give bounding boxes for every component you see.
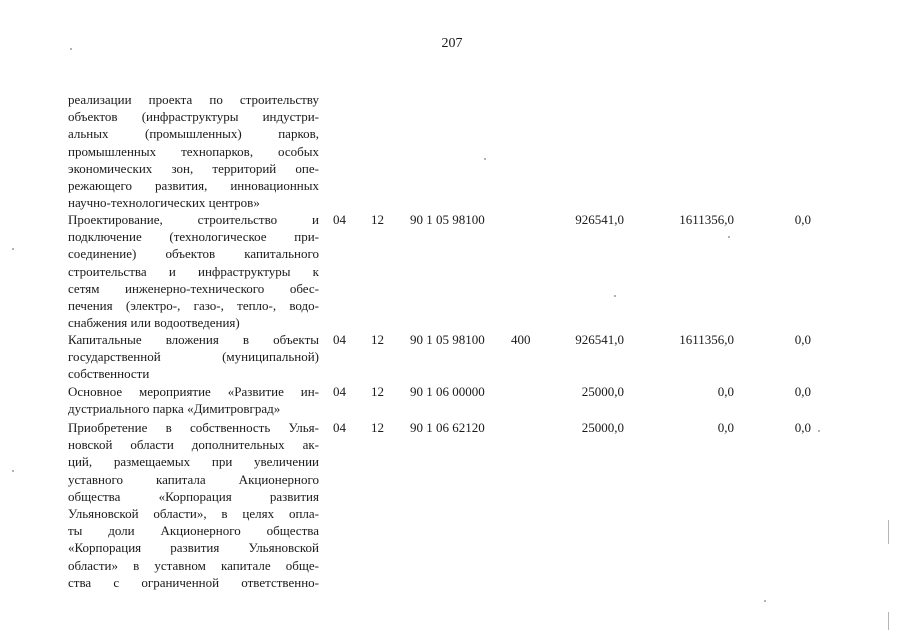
row-description bbox=[68, 331, 319, 383]
description-line: Ульяновской области», в целях опла- bbox=[68, 506, 319, 522]
description-line: дустриального парка «Димитровград» bbox=[68, 401, 281, 417]
amount-year-3: 0,0 bbox=[794, 212, 811, 227]
description-line: уставного капитала Акционерного bbox=[68, 471, 319, 487]
section-code: 04 bbox=[333, 420, 346, 435]
expense-type-code: 400 bbox=[511, 332, 531, 347]
scan-speck bbox=[818, 430, 820, 432]
description-line: научно-технологических центров» bbox=[68, 195, 260, 211]
amount-year-3: 0,0 bbox=[794, 420, 811, 435]
amount-year-2: 1611356,0 bbox=[679, 332, 734, 347]
scan-speck bbox=[12, 470, 14, 472]
description-line: реализации проекта по строительству bbox=[68, 92, 319, 107]
subsection-code: 12 bbox=[371, 332, 384, 347]
description-line: печения (электро-, газо-, тепло-, водо- bbox=[68, 298, 319, 314]
description-line: режающего развития, инновационных bbox=[68, 178, 319, 194]
amount-year-1: 926541,0 bbox=[575, 332, 624, 347]
scan-speck bbox=[484, 158, 486, 160]
scan-speck bbox=[764, 600, 766, 602]
section-code: 04 bbox=[333, 384, 346, 399]
description-line: сетям инженерно-технического обес- bbox=[68, 280, 319, 296]
scan-speck bbox=[70, 48, 72, 50]
target-article-code: 90 1 06 00000 bbox=[410, 384, 485, 399]
description-line: Основное мероприятие «Развитие ин- bbox=[68, 384, 319, 399]
description-line: экономических зон, территорий опе- bbox=[68, 160, 319, 176]
target-article-code: 90 1 05 98100 bbox=[410, 332, 485, 347]
row-description bbox=[68, 91, 319, 211]
description-line: ций, размещаемых при увеличении bbox=[68, 454, 319, 470]
target-article-code: 90 1 05 98100 bbox=[410, 212, 485, 227]
row-description bbox=[68, 419, 319, 591]
amount-year-2: 1611356,0 bbox=[679, 212, 734, 227]
description-line: Приобретение в собственность Улья- bbox=[68, 420, 319, 435]
description-line: снабжения или водоотведения) bbox=[68, 315, 240, 331]
amount-year-1: 25000,0 bbox=[581, 420, 624, 435]
amount-year-1: 25000,0 bbox=[581, 384, 624, 399]
scan-speck bbox=[728, 236, 730, 238]
section-code: 04 bbox=[333, 212, 346, 227]
amount-year-2: 0,0 bbox=[717, 420, 734, 435]
description-line: промышленных технопарков, особых bbox=[68, 143, 319, 159]
amount-year-3: 0,0 bbox=[794, 384, 811, 399]
description-line: собственности bbox=[68, 366, 150, 382]
description-line: подключение (технологическое при- bbox=[68, 229, 319, 245]
description-line: области» в уставном капитале обще- bbox=[68, 557, 319, 573]
description-line: соединение) объектов капитального bbox=[68, 246, 319, 262]
scan-speck bbox=[614, 295, 616, 297]
description-line: Капитальные вложения в объекты bbox=[68, 332, 319, 347]
description-line: ты доли Акционерного общества bbox=[68, 523, 319, 539]
scan-margin-mark bbox=[888, 520, 889, 544]
target-article-code: 90 1 06 62120 bbox=[410, 420, 485, 435]
subsection-code: 12 bbox=[371, 420, 384, 435]
description-line: общества «Корпорация развития bbox=[68, 488, 319, 504]
description-line: альных (промышленных) парков, bbox=[68, 126, 319, 142]
description-line: объектов (инфраструктуры индустри- bbox=[68, 109, 319, 125]
amount-year-3: 0,0 bbox=[794, 332, 811, 347]
description-line: новской области дополнительных ак- bbox=[68, 437, 319, 453]
row-description bbox=[68, 211, 319, 331]
subsection-code: 12 bbox=[371, 212, 384, 227]
section-code: 04 bbox=[333, 332, 346, 347]
description-line: государственной (муниципальной) bbox=[68, 349, 319, 365]
description-line: Проектирование, строительство и bbox=[68, 212, 319, 227]
page-number: 207 bbox=[441, 36, 463, 51]
description-line: «Корпорация развития Ульяновской bbox=[68, 540, 319, 556]
description-line: строительства и инфраструктуры к bbox=[68, 263, 319, 279]
description-line: ства с ограниченной ответственно- bbox=[68, 574, 319, 590]
scan-margin-mark bbox=[888, 612, 889, 630]
row-description bbox=[68, 383, 319, 417]
subsection-code: 12 bbox=[371, 384, 384, 399]
amount-year-2: 0,0 bbox=[717, 384, 734, 399]
amount-year-1: 926541,0 bbox=[575, 212, 624, 227]
scan-speck bbox=[12, 248, 14, 250]
